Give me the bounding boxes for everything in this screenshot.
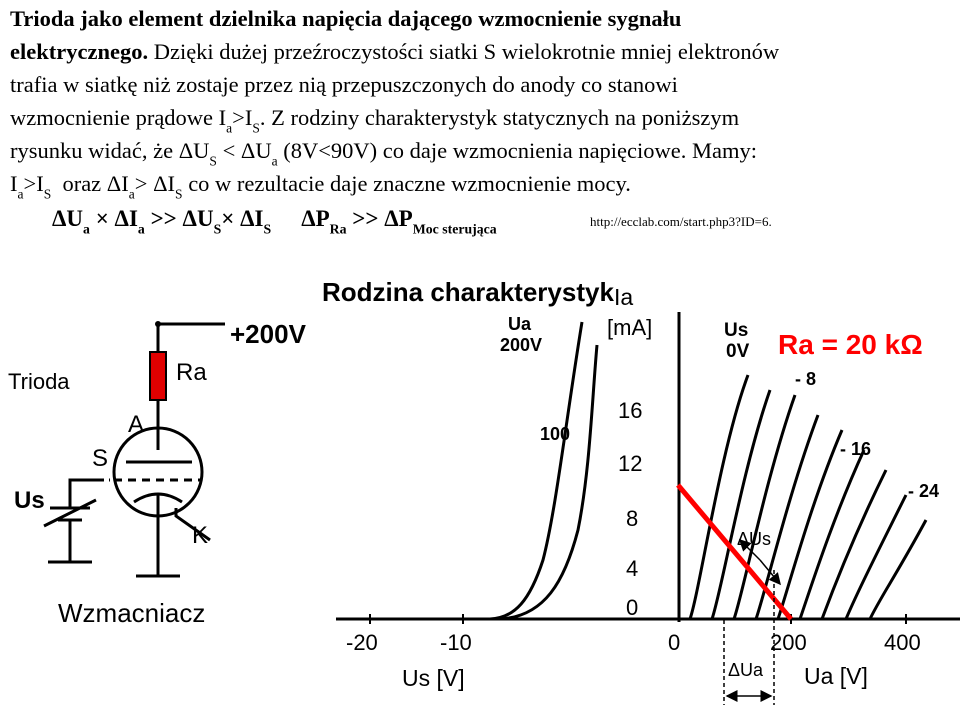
- text-line-4-a: wzmocnienie prądowe I: [10, 105, 227, 130]
- curve-us-minus-28v: [846, 495, 906, 619]
- x-tick-400: 400: [884, 630, 921, 655]
- resistor-ra: [150, 352, 166, 400]
- curve-ua-200v: [498, 345, 597, 619]
- title-line-1: Trioda jako element dzielnika napięcia dającego wzmocnienie sygnału: [10, 6, 682, 31]
- ua-curve-family: [690, 375, 926, 619]
- text-line-4-c: . Z rodziny charakterystyk statycznych na poniższym: [259, 105, 740, 130]
- grid-label: S: [92, 445, 109, 472]
- anode-label: A: [128, 411, 145, 438]
- subscript: a: [271, 153, 278, 169]
- curve-ua-100v: [490, 322, 582, 619]
- text-line-2-rest: Dzięki dużej przeźroczystości siatki S wielokrotnie mniej elektronów: [148, 39, 780, 64]
- formula-times: ×: [221, 206, 241, 231]
- x-axis-label-ua: Ua [V]: [804, 663, 868, 689]
- subscript: a: [17, 186, 24, 202]
- x-tick-minus-10: -10: [440, 630, 472, 655]
- subscript: a: [226, 120, 233, 136]
- formula-delta-p-ra: ΔP: [301, 206, 330, 231]
- curve-label-minus-24: - 24: [908, 481, 940, 501]
- y-axis-label-unit: [mA]: [607, 315, 653, 340]
- x-tick-minus-20: -20: [346, 630, 378, 655]
- y-axis-label-ia: Ia: [614, 284, 634, 310]
- formula-much-greater: >>: [346, 206, 385, 231]
- subscript: S: [213, 221, 222, 237]
- text-line-6-b: >I: [23, 171, 44, 196]
- text-line-6-c: oraz ΔI: [51, 171, 129, 196]
- x-tick-200: 200: [770, 630, 807, 655]
- curve-label-ua: Ua: [508, 314, 532, 334]
- x-tick-0: 0: [668, 630, 681, 655]
- curve-us-minus-32v: [870, 520, 926, 619]
- load-resistance-label: Ra = 20 kΩ: [778, 329, 923, 360]
- subscript: S: [175, 186, 183, 202]
- text-line-3: trafia w siatkę niż zostaje przez nią przepuszczonych do anody co stanowi: [10, 72, 678, 97]
- delta-us-label: ΔUs: [737, 529, 772, 549]
- curve-label-minus-8: - 8: [795, 369, 817, 389]
- formula-delta-is: ΔI: [240, 206, 264, 231]
- subscript: S: [252, 120, 260, 136]
- source-url: http://ecclab.com/start.php3?ID=6.: [590, 214, 772, 229]
- y-tick-4: 4: [626, 556, 639, 581]
- curve-label-us: Us: [724, 320, 749, 341]
- grid-bias-wire: [70, 480, 98, 508]
- y-tick-12: 12: [618, 451, 643, 476]
- amplifier-label: Wzmacniacz: [58, 598, 206, 628]
- subscript: Ra: [329, 221, 347, 237]
- curve-us-minus-24v: [822, 470, 886, 619]
- subscript: a: [128, 186, 135, 202]
- y-tick-0: 0: [626, 595, 639, 620]
- curve-label-200v: 200V: [500, 335, 543, 355]
- y-tick-8: 8: [626, 506, 639, 531]
- subscript: S: [209, 153, 217, 169]
- triode-label: Trioda: [8, 369, 70, 394]
- resistor-label: Ra: [176, 359, 207, 386]
- x-axis-label-us: Us [V]: [402, 665, 465, 691]
- formula-delta-us: ΔU: [182, 206, 214, 231]
- subscript: a: [83, 221, 90, 237]
- title-line-2: elektrycznego.: [10, 39, 149, 64]
- chart-title: Rodzina charakterystyk: [322, 277, 614, 307]
- subscript: S: [43, 186, 52, 202]
- text-line-5-a: rysunku widać, że ΔU: [10, 138, 210, 163]
- grid-source-label: Us: [14, 487, 45, 514]
- subscript: Moc sterująca: [412, 221, 497, 237]
- cathode-label: K: [192, 522, 209, 549]
- curve-label-minus-16: - 16: [840, 439, 872, 459]
- formula-times: ×: [89, 206, 115, 231]
- curve-label-100: 100: [540, 424, 571, 444]
- y-tick-16: 16: [618, 398, 643, 423]
- delta-ua-label: ΔUa: [728, 660, 764, 680]
- supply-label: +200V: [230, 319, 306, 349]
- formula-much-greater: >>: [144, 206, 183, 231]
- text-line-5-b: < ΔU: [216, 138, 272, 163]
- formula-delta-ua: ΔU: [52, 206, 84, 231]
- curve-label-0v: 0V: [726, 341, 750, 362]
- subscript: a: [137, 221, 145, 237]
- formula-delta-ia: ΔI: [114, 206, 138, 231]
- text-line-5-c: (8V<90V) co daje wzmocnienia napięciowe. Mamy:: [277, 138, 758, 163]
- subscript: S: [263, 221, 272, 237]
- formula-delta-p-control: ΔP: [384, 206, 413, 231]
- delta-us-arrow: [760, 560, 780, 584]
- supply-node: [155, 321, 161, 327]
- text-line-6-d: > ΔI: [134, 171, 176, 196]
- text-line-6-e: co w rezultacie daje znaczne wzmocnienie mocy.: [182, 171, 631, 196]
- text-line-4-b: >I: [232, 105, 253, 130]
- text-line-6-a: I: [10, 171, 18, 196]
